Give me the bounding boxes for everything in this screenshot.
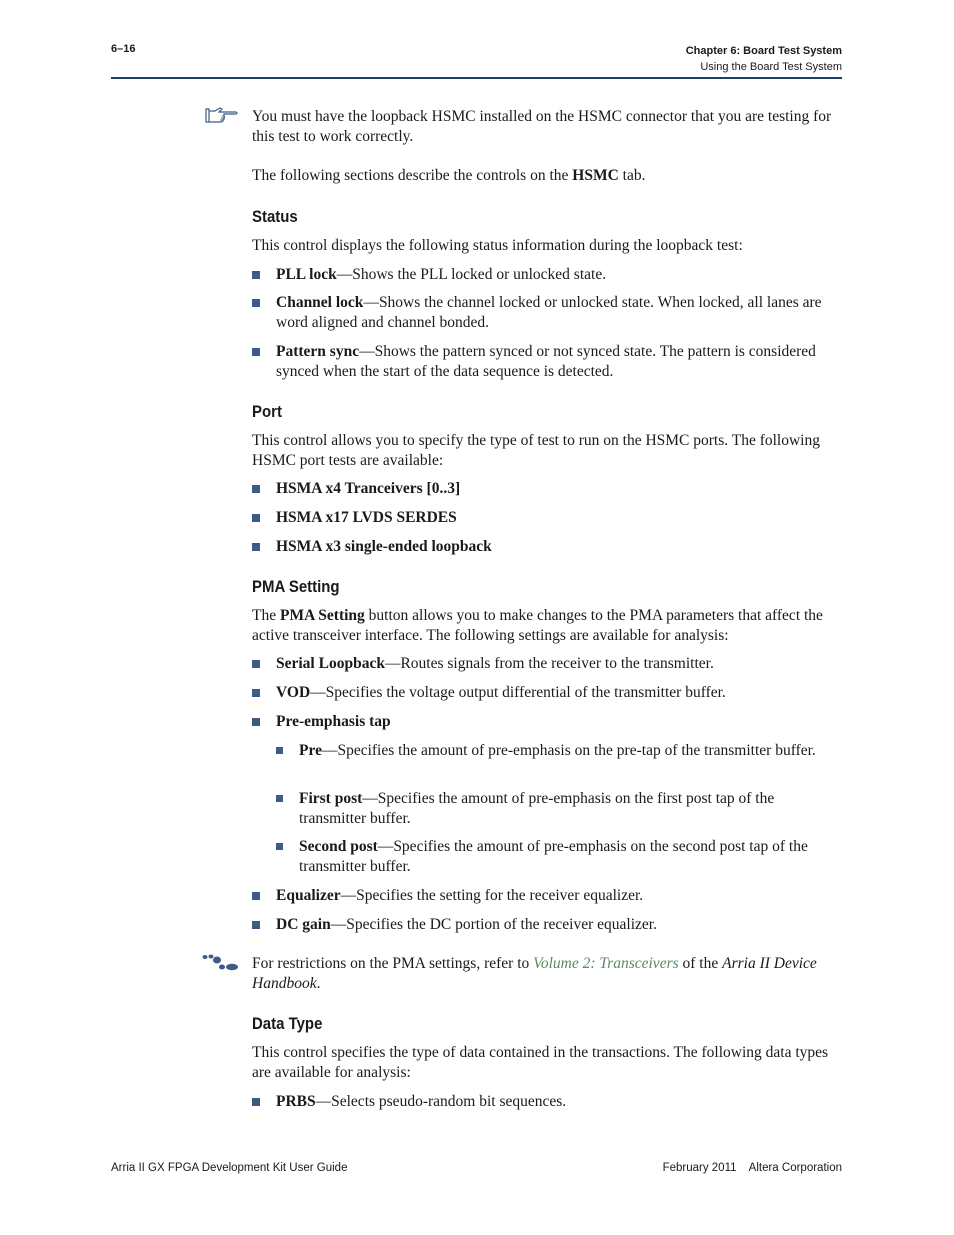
bullet-icon [276,747,283,754]
pma-desc-bold: PMA Setting [279,607,365,624]
item-desc: —Shows the channel locked or unlocked state. When locked, all lanes are word aligned and channel bonded. [276,294,822,331]
pointing-hand-note-icon [205,107,239,125]
item-desc: —Shows the PLL locked or unlocked state. [336,266,607,283]
header-rule [111,77,842,79]
item-term: First post [299,790,363,807]
list-item [252,265,844,285]
item-term: DC gain [276,916,331,933]
item-term: PLL lock [276,266,337,283]
item-term: Pattern sync [276,343,360,360]
item-term: Channel lock [276,294,364,311]
item-term: VOD [276,684,311,701]
pma-desc-text: The [252,607,280,624]
intro-text-end: tab. [618,167,646,184]
bullet-icon [252,718,260,726]
bullet-icon [252,348,260,356]
item-term: Second post [299,838,378,855]
page-number: 6–16 [111,43,136,55]
item-desc: —Specifies the amount of pre-emphasis on the second post tap of the transmitter buffer. [299,838,808,875]
pma-desc-text-end: button allows you to make changes to the PMA parameters that affect the active transceiver interface. The following settings are available for analysis: [252,607,823,644]
intro-paragraph [252,166,844,186]
sub-list-item [276,837,844,877]
note-text: You must have the loopback HSMC installed on the HSMC connector that you are testing for this test to work correctly. [252,108,832,145]
note-text-end: . [316,975,321,992]
pma-description [252,606,844,646]
item-term: Equalizer [276,887,341,904]
list-item [252,683,844,703]
list-item [252,1092,844,1112]
list-item [252,479,844,499]
item-term: HSMA x17 LVDS SERDES [276,509,457,526]
item-term: Pre-emphasis tap [276,713,391,730]
bullet-icon [252,543,260,551]
note-text-middle: of the [678,955,723,972]
footer-title: Arria II GX FPGA Development Kit User Guide [111,1162,348,1174]
item-desc: —Shows the pattern synced or not synced state. The pattern is considered synced when the start of the data sequence is detected. [276,343,816,380]
bullet-icon [252,921,260,929]
bullet-icon [252,271,260,279]
item-desc: —Specifies the amount of pre-emphasis on the pre-tap of the transmitter buffer. [321,742,816,759]
reference-note [252,954,844,994]
item-term: Pre [299,742,322,759]
running-header [686,43,842,75]
status-heading: Status [252,207,298,226]
bullet-icon [252,660,260,668]
sub-list-item [276,789,844,829]
port-heading: Port [252,402,282,421]
bullet-icon [252,299,260,307]
list-item [252,712,844,732]
item-desc: —Specifies the setting for the receiver equalizer. [340,887,644,904]
list-item [252,537,844,557]
list-item [252,293,844,333]
pma-heading: PMA Setting [252,577,340,596]
status-description: This control displays the following status information during the loopback test: [252,237,743,254]
intro-text: The following sections describe the controls on the [252,167,573,184]
bullet-icon [276,795,283,802]
item-desc: —Selects pseudo-random bit sequences. [315,1093,567,1110]
note-text: For restrictions on the PMA settings, refer to [252,955,534,972]
section-title: Using the Board Test System [700,61,842,73]
list-item [252,654,844,674]
item-desc: —Routes signals from the receiver to the transmitter. [384,655,714,672]
bullet-icon [252,485,260,493]
handbook-title: Arria II Device Handbook [252,955,817,992]
item-term: HSMA x3 single-ended loopback [276,538,492,555]
chapter-title: Chapter 6: Board Test System [685,45,842,57]
list-item [252,915,844,935]
footer-date-company: February 2011 Altera Corporation [662,1162,842,1174]
item-term: Serial Loopback [276,655,385,672]
sub-list-item [276,741,844,761]
list-item [252,342,844,382]
datatype-heading: Data Type [252,1014,323,1033]
bullet-icon [252,514,260,522]
bullet-icon [252,689,260,697]
bullet-icon [252,1098,260,1106]
list-item [252,886,844,906]
bullet-icon [276,843,283,850]
list-item [252,508,844,528]
intro-bold: HSMC [572,167,619,184]
footprint-reference-icon [202,954,240,972]
bullet-icon [252,892,260,900]
item-term: PRBS [276,1093,316,1110]
item-term: HSMA x4 Tranceivers [0..3] [276,480,461,497]
datatype-description: This control specifies the type of data contained in the transactions. The following data types are available for analysis: [252,1044,829,1081]
port-description: This control allows you to specify the type of test to run on the HSMC ports. The following HSMC port tests are available: [252,432,820,469]
transceivers-link[interactable]: Volume 2: Transceivers [533,955,679,972]
item-desc: —Specifies the amount of pre-emphasis on the first post tap of the transmitter buffer. [299,790,775,827]
item-desc: —Specifies the DC portion of the receiver equalizer. [330,916,657,933]
item-desc: —Specifies the voltage output differential of the transmitter buffer. [310,684,726,701]
